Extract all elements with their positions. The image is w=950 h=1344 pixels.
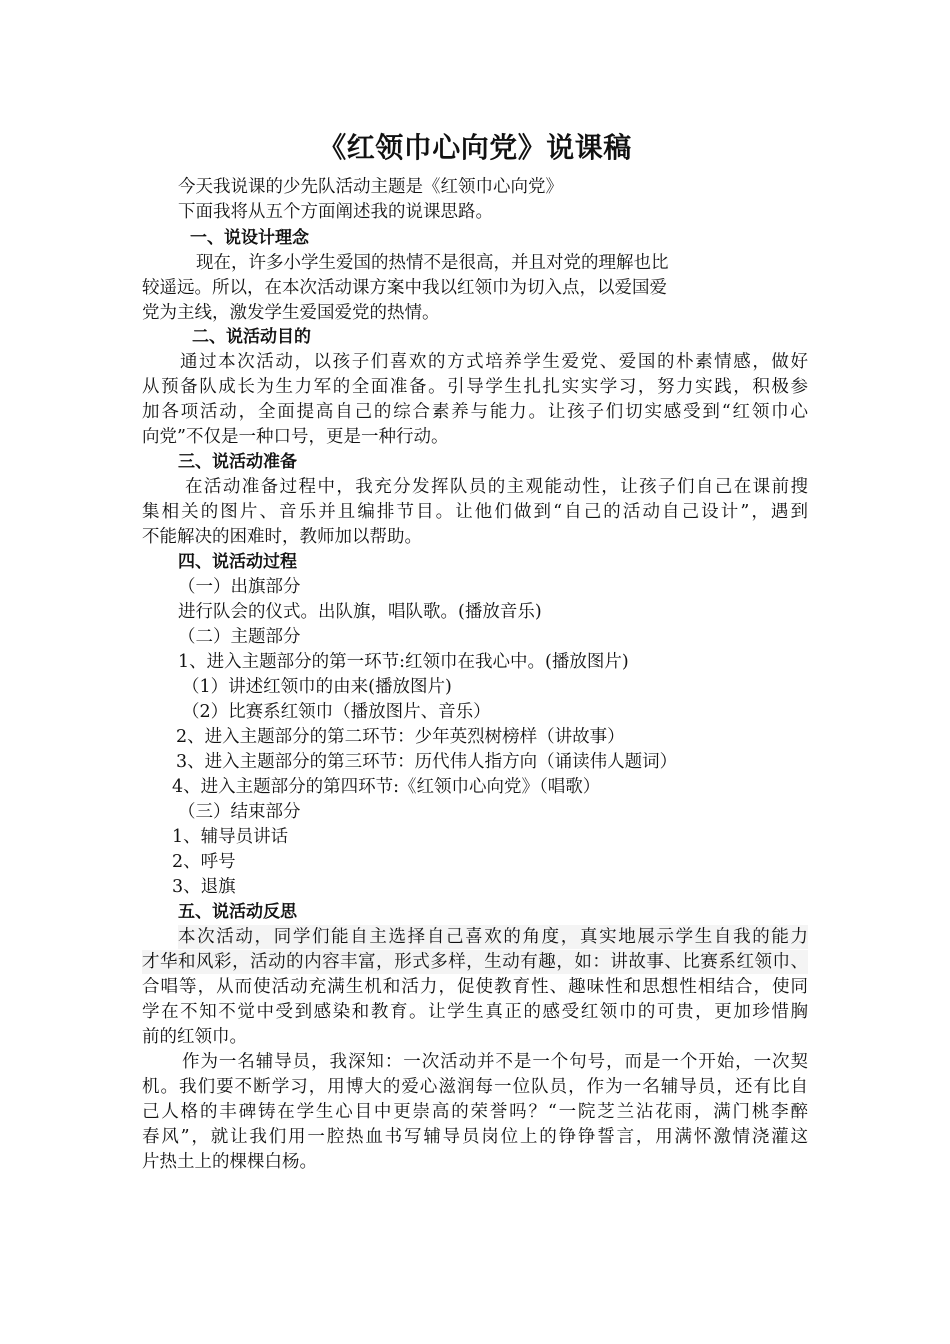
paragraph-line: 合唱等，从而使活动充满生机和活力，促使教育性、趣味性和思想性相结合，使同 <box>142 977 808 997</box>
list-item: （三）结束部分 <box>178 802 301 822</box>
list-item: （1）讲述红领巾的由来(播放图片) <box>182 677 452 697</box>
paragraph-line: 向党”不仅是一种口号，更是一种行动。 <box>142 427 449 447</box>
document-title: 《红领巾心向党》说课稿 <box>318 131 632 164</box>
paragraph-line: 不能解决的困难时，教师加以帮助。 <box>142 527 422 547</box>
list-item: 2、进入主题部分的第二环节：少年英烈树榜样（讲故事） <box>176 727 625 747</box>
list-item: 3、退旗 <box>172 877 236 897</box>
paragraph-line: 通过本次活动，以孩子们喜欢的方式培养学生爱党、爱国的朴素情感，做好 <box>180 352 808 372</box>
list-item: （2）比赛系红领巾（播放图片、音乐） <box>182 702 491 722</box>
list-item: 1、进入主题部分的第一环节:红领巾在我心中。(播放图片) <box>178 652 629 672</box>
section-heading: 四、说活动过程 <box>178 552 297 572</box>
paragraph-line: 作为一名辅导员，我深知：一次活动并不是一个句号，而是一个开始，一次契 <box>182 1052 808 1072</box>
intro-line: 今天我说课的少先队活动主题是《红领巾心向党》 <box>178 177 563 197</box>
paragraph-line: 在活动准备过程中，我充分发挥队员的主观能动性，让孩子们自己在课前搜 <box>185 477 808 497</box>
paragraph-line: 片热土上的棵棵白杨。 <box>142 1152 317 1172</box>
list-item: （一）出旗部分 <box>178 577 301 597</box>
paragraph-line: 从预备队成长为生力军的全面准备。引导学生扎扎实实学习，努力实践，积极参 <box>142 377 808 397</box>
list-item: 4、进入主题部分的第四环节:《红领巾心向党》（唱歌） <box>172 777 601 797</box>
paragraph-line: 才华和风彩，活动的内容丰富，形式多样，生动有趣，如：讲故事、比赛系红领巾、 <box>142 952 808 972</box>
paragraph-line: 现在，许多小学生爱国的热情不是很高，并且对党的理解也比 <box>196 253 669 273</box>
paragraph-line: 己人格的丰碑铸在学生心目中更崇高的荣誉吗？“一院芝兰沾花雨，满门桃李醉 <box>142 1102 808 1122</box>
list-item: 3、进入主题部分的第三环节：历代伟人指方向（诵读伟人题词） <box>176 752 678 772</box>
paragraph-line: 党为主线，激发学生爱国爱党的热情。 <box>142 303 440 323</box>
section-heading: 五、说活动反思 <box>178 902 297 922</box>
list-item: 进行队会的仪式。出队旗，唱队歌。(播放音乐) <box>178 602 542 622</box>
list-item: 2、呼号 <box>172 852 236 872</box>
section-heading: 二、说活动目的 <box>192 327 311 347</box>
paragraph-line: 机。我们要不断学习，用博大的爱心滋润每一位队员，作为一名辅导员，还有比自 <box>142 1077 808 1097</box>
paragraph-line: 学在不知不觉中受到感染和教育。让学生真正的感受红领巾的可贵，更加珍惜胸 <box>142 1002 808 1022</box>
paragraph-line: 集相关的图片、音乐并且编排节目。让他们做到“自己的活动自己设计”，遇到 <box>142 502 808 522</box>
list-item: （二）主题部分 <box>178 627 301 647</box>
section-heading: 一、说设计理念 <box>190 228 309 248</box>
paragraph-line: 较遥远。所以，在本次活动课方案中我以红领巾为切入点，以爱国爱 <box>142 278 667 298</box>
paragraph-line: 前的红领巾。 <box>142 1027 247 1047</box>
paragraph-line: 加各项活动，全面提高自己的综合素养与能力。让孩子们切实感受到“红领巾心 <box>142 402 808 422</box>
paragraph-line: 本次活动，同学们能自主选择自己喜欢的角度，真实地展示学生自我的能力 <box>178 927 808 947</box>
paragraph-line: 春风”，就让我们用一腔热血书写辅导员岗位上的铮铮誓言，用满怀激情浇灌这 <box>142 1127 808 1147</box>
section-heading: 三、说活动准备 <box>178 452 297 472</box>
list-item: 1、辅导员讲话 <box>172 827 289 847</box>
intro-line: 下面我将从五个方面阐述我的说课思路。 <box>178 202 493 222</box>
